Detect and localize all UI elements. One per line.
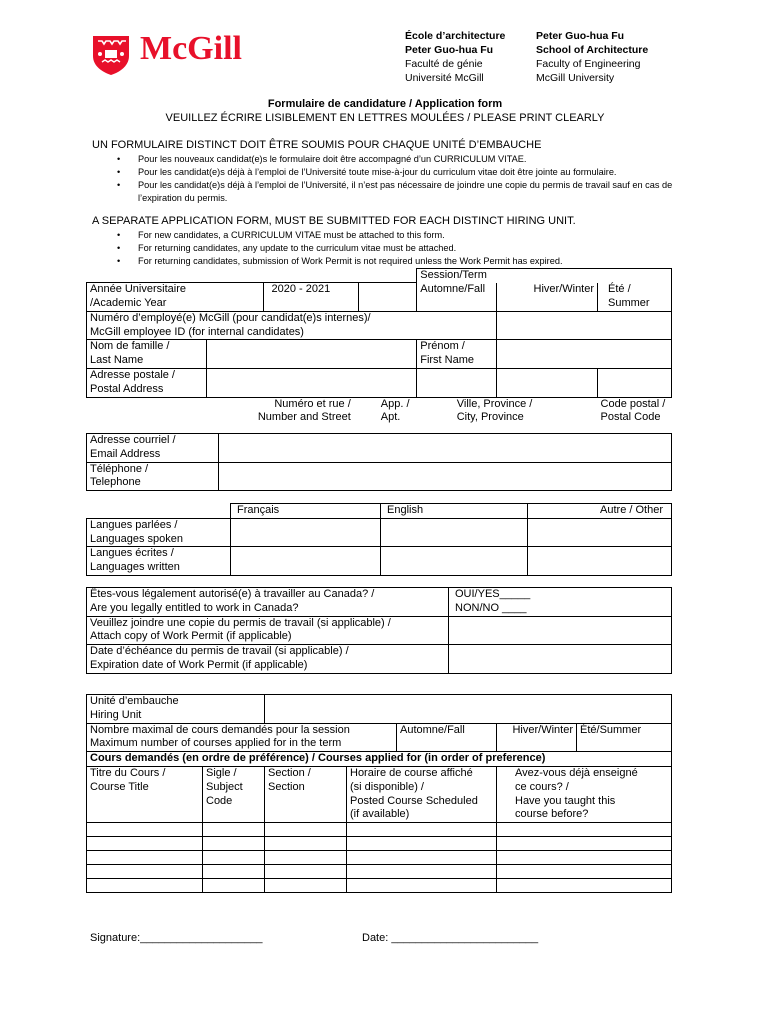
table-row bbox=[87, 879, 672, 893]
employee-id-en: McGill employee ID (for internal candidates) bbox=[90, 325, 304, 338]
list-item: • Pour les candidat(e)s déjà à l’emploi de l’Université toute mise-à-jour du curriculum vitae doit être jointe au formulaire. bbox=[92, 166, 692, 179]
header-address-french bbox=[405, 29, 505, 85]
languages-spoken-en: Languages spoken bbox=[90, 532, 183, 545]
course-title-input[interactable] bbox=[87, 865, 203, 879]
course-title-input[interactable] bbox=[87, 879, 203, 893]
last-name-input[interactable] bbox=[206, 340, 417, 369]
subject-input[interactable] bbox=[203, 879, 265, 893]
phone-fr: Téléphone / bbox=[90, 462, 149, 475]
employee-id-input[interactable] bbox=[497, 311, 672, 340]
subject-code-header bbox=[203, 766, 265, 822]
hiring-unit-fr: Unité d’embauche bbox=[90, 695, 179, 707]
last-name-fr: Nom de famille / bbox=[90, 340, 170, 353]
course-title-input[interactable] bbox=[87, 851, 203, 865]
academic-year-en: /Academic Year bbox=[90, 297, 167, 310]
academic-year-label bbox=[87, 283, 264, 312]
spacer-cell bbox=[359, 283, 417, 312]
schedule-input[interactable] bbox=[347, 879, 497, 893]
city-caption-en: City, Province bbox=[456, 411, 524, 424]
header-line: Course Title bbox=[90, 780, 149, 793]
form-title bbox=[0, 97, 770, 125]
table-row bbox=[87, 851, 672, 865]
header-line: Have you taught this bbox=[515, 794, 616, 807]
table-row bbox=[87, 837, 672, 851]
mcgill-wordmark: McGill bbox=[140, 30, 242, 67]
phone-label bbox=[87, 462, 219, 491]
subject-input[interactable] bbox=[203, 865, 265, 879]
taught-input[interactable] bbox=[497, 865, 672, 879]
mcgill-crest-logo bbox=[90, 34, 132, 76]
table-row bbox=[87, 823, 672, 837]
subject-input[interactable] bbox=[203, 837, 265, 851]
summer-checkbox-cell[interactable]: Été / Summer bbox=[598, 283, 672, 312]
header-line: Posted Course Scheduled bbox=[350, 794, 478, 807]
email-input[interactable] bbox=[219, 434, 672, 463]
header-line: course before? bbox=[515, 808, 589, 821]
header-line: Peter Guo-hua Fu bbox=[536, 30, 625, 42]
languages-written-fr: Langues écrites / bbox=[90, 547, 174, 560]
course-title-input[interactable] bbox=[87, 823, 203, 837]
permit-expiry-en: Expiration date of Work Permit (if applicable) bbox=[90, 658, 308, 671]
spoken-english-input[interactable] bbox=[381, 518, 528, 547]
written-other-input[interactable] bbox=[528, 547, 672, 576]
header-line: (if available) bbox=[350, 808, 410, 821]
taught-input[interactable] bbox=[497, 823, 672, 837]
legal-entitlement-label bbox=[87, 588, 449, 617]
schedule-input[interactable] bbox=[347, 837, 497, 851]
legal-entitlement-fr: Êtes-vous légalement autorisé(e) à travailler au Canada? / bbox=[90, 588, 375, 600]
notes-fr-heading: UN FORMULAIRE DISTINCT DOIT ÊTRE SOUMIS POUR CHAQUE UNITÉ D’EMBAUCHE bbox=[92, 139, 542, 151]
academic-year-fr: Année Universitaire bbox=[90, 283, 186, 296]
spoken-other-input[interactable] bbox=[528, 518, 672, 547]
section-header bbox=[265, 766, 347, 822]
course-title-header bbox=[87, 766, 203, 822]
yes-option[interactable]: OUI/YES_____ bbox=[455, 588, 531, 600]
fall-checkbox-cell[interactable]: Automne/Fall bbox=[417, 283, 497, 312]
permit-copy-input[interactable] bbox=[449, 616, 672, 645]
schedule-input[interactable] bbox=[347, 851, 497, 865]
header-line: Section / bbox=[268, 766, 311, 779]
subject-input[interactable] bbox=[203, 851, 265, 865]
postal-caption bbox=[598, 397, 672, 427]
postal-caption-en: Postal Code bbox=[600, 411, 661, 424]
first-name-label bbox=[417, 340, 497, 369]
apt-caption-en: Apt. bbox=[380, 411, 401, 424]
first-name-en: First Name bbox=[420, 354, 475, 367]
last-name-en: Last Name bbox=[90, 354, 144, 367]
courses-requested-heading: Cours demandés (en ordre de préférence) / Courses applied for (in order of preference) bbox=[87, 752, 672, 767]
written-french-input[interactable] bbox=[231, 547, 381, 576]
spacer-cell bbox=[87, 397, 207, 427]
permit-expiry-label bbox=[87, 645, 449, 674]
section-input[interactable] bbox=[265, 823, 347, 837]
phone-input[interactable] bbox=[219, 462, 672, 491]
legal-entitlement-en: Are you legally entitled to work in Canada? bbox=[90, 601, 299, 614]
taught-input[interactable] bbox=[497, 879, 672, 893]
max-courses-summer[interactable]: Été/Summer bbox=[577, 723, 672, 752]
candidate-info-table bbox=[86, 268, 672, 427]
header-line: Avez-vous déjà enseigné bbox=[515, 766, 638, 779]
apt-caption-fr: App. / bbox=[380, 397, 410, 410]
header-line: Faculté de génie bbox=[405, 58, 483, 70]
list-item: • Pour les nouveaux candidat(e)s le formulaire doit être accompagné d’un CURRICULUM VITAE. bbox=[92, 153, 692, 166]
form-title-sub: VEUILLEZ ÉCRIRE LISIBLEMENT EN LETTRES MOULÉES / PLEASE PRINT CLEARLY bbox=[165, 112, 605, 124]
list-item: • Pour les candidat(e)s déjà à l’emploi de l’Université, il n’est pas nécessaire de joindre une copie du permis de travail sauf en cas de l’expiration du permis. bbox=[92, 179, 692, 205]
header-line: Horaire de course affiché bbox=[350, 766, 473, 779]
section-input[interactable] bbox=[265, 851, 347, 865]
street-caption-fr: Numéro et rue / bbox=[274, 397, 351, 410]
notes-en-heading: A SEPARATE APPLICATION FORM, MUST BE SUBMITTED FOR EACH DISTINCT HIRING UNIT. bbox=[92, 215, 576, 227]
work-permit-table bbox=[86, 587, 672, 674]
no-option[interactable]: NON/NO ____ bbox=[455, 601, 527, 614]
written-english-input[interactable] bbox=[381, 547, 528, 576]
header-line: Titre du Cours / bbox=[90, 766, 166, 779]
permit-expiry-fr: Date d’échéance du permis de travail (si applicable) / bbox=[90, 645, 349, 658]
english-column-header: English bbox=[381, 504, 528, 519]
taught-input[interactable] bbox=[497, 851, 672, 865]
spoken-french-input[interactable] bbox=[231, 518, 381, 547]
postal-address-en: Postal Address bbox=[90, 382, 164, 395]
header-line: Code bbox=[206, 794, 233, 807]
session-term-label: Session/Term bbox=[417, 269, 672, 283]
hiring-unit-input[interactable] bbox=[265, 695, 672, 724]
max-courses-en: Maximum number of courses applied for in the term bbox=[90, 737, 342, 750]
courses-table bbox=[86, 694, 672, 893]
taught-input[interactable] bbox=[497, 837, 672, 851]
schedule-input[interactable] bbox=[347, 823, 497, 837]
course-title-input[interactable] bbox=[87, 837, 203, 851]
apt-input[interactable] bbox=[417, 369, 497, 398]
header-line: Sigle / bbox=[206, 766, 237, 779]
languages-table bbox=[86, 503, 672, 576]
employee-id-label bbox=[87, 311, 497, 340]
permit-expiry-input[interactable] bbox=[449, 645, 672, 674]
table-row bbox=[87, 865, 672, 879]
languages-spoken-label bbox=[87, 518, 231, 547]
header-line: Université McGill bbox=[405, 72, 484, 84]
max-courses-fall[interactable]: Automne/Fall bbox=[397, 723, 497, 752]
city-input[interactable] bbox=[497, 369, 598, 398]
employee-id-fr: Numéro d’employé(e) McGill (pour candidat(e)s internes)/ bbox=[90, 311, 371, 324]
schedule-input[interactable] bbox=[347, 865, 497, 879]
date-field[interactable]: Date: ________________________ bbox=[362, 932, 539, 944]
header-line: ce cours? / bbox=[515, 780, 569, 793]
first-name-fr: Prénom / bbox=[420, 340, 465, 353]
winter-checkbox-cell[interactable]: Hiver/Winter bbox=[497, 283, 598, 312]
permit-copy-en: Attach copy of Work Permit (if applicable) bbox=[90, 630, 292, 643]
phone-en: Telephone bbox=[90, 476, 141, 489]
postal-code-input[interactable] bbox=[598, 369, 672, 398]
postal-address-fr: Adresse postale / bbox=[90, 369, 175, 382]
languages-spoken-fr: Langues parlées / bbox=[90, 518, 178, 531]
french-column-header: Français bbox=[231, 504, 381, 519]
subject-input[interactable] bbox=[203, 823, 265, 837]
academic-year-value[interactable]: 2020 - 2021 bbox=[263, 283, 359, 312]
max-courses-winter[interactable]: Hiver/Winter bbox=[497, 723, 577, 752]
permit-copy-label bbox=[87, 616, 449, 645]
notes-fr-list bbox=[92, 153, 692, 205]
form-title-main: Formulaire de candidature / Application form bbox=[267, 98, 503, 110]
street-caption bbox=[206, 397, 359, 427]
street-caption-en: Number and Street bbox=[257, 411, 351, 424]
max-courses-label bbox=[87, 723, 397, 752]
spacer-cell bbox=[87, 269, 417, 283]
list-item: • For returning candidates, submission of Work Permit is not required unless the Work Permit has expired. bbox=[92, 255, 692, 268]
apt-caption bbox=[359, 397, 417, 427]
section-input[interactable] bbox=[265, 865, 347, 879]
signature-field[interactable]: Signature:____________________ bbox=[90, 932, 263, 944]
notes-en-list bbox=[92, 229, 692, 268]
email-fr: Adresse courriel / bbox=[90, 434, 176, 446]
header-line: School of Architecture bbox=[536, 44, 649, 56]
spacer-cell bbox=[87, 504, 231, 519]
hiring-unit-en: Hiring Unit bbox=[90, 708, 142, 721]
email-label bbox=[87, 434, 219, 463]
taught-before-header bbox=[497, 766, 672, 822]
max-courses-fr: Nombre maximal de cours demandés pour la session bbox=[90, 723, 350, 736]
languages-written-label bbox=[87, 547, 231, 576]
list-item: • For returning candidates, any update to the curriculum vitae must be attached. bbox=[92, 242, 692, 255]
legal-entitlement-answer[interactable] bbox=[449, 588, 672, 617]
contact-table bbox=[86, 433, 672, 491]
header-line: Faculty of Engineering bbox=[536, 58, 641, 70]
header-line: Section bbox=[268, 780, 305, 793]
hiring-unit-label bbox=[87, 695, 265, 724]
header-line: École d’architecture bbox=[405, 30, 506, 42]
postal-address-label bbox=[87, 369, 207, 398]
email-en: Email Address bbox=[90, 447, 161, 460]
street-input[interactable] bbox=[206, 369, 417, 398]
header-address-english bbox=[536, 29, 648, 85]
postal-caption-fr: Code postal / bbox=[600, 397, 666, 410]
permit-copy-fr: Veuillez joindre une copie du permis de travail (si applicable) / bbox=[90, 616, 391, 629]
header-line: Subject bbox=[206, 780, 243, 793]
header-line: Peter Guo-hua Fu bbox=[405, 44, 494, 56]
list-item: • For new candidates, a CURRICULUM VITAE must be attached to this form. bbox=[92, 229, 692, 242]
city-caption bbox=[417, 397, 598, 427]
section-input[interactable] bbox=[265, 837, 347, 851]
other-column-header: Autre / Other bbox=[528, 504, 672, 519]
section-input[interactable] bbox=[265, 879, 347, 893]
last-name-label bbox=[87, 340, 207, 369]
city-caption-fr: Ville, Province / bbox=[456, 397, 533, 410]
first-name-input[interactable] bbox=[497, 340, 672, 369]
languages-written-en: Languages written bbox=[90, 561, 180, 574]
header-line: McGill University bbox=[536, 72, 615, 84]
header-line: (si disponible) / bbox=[350, 780, 424, 793]
schedule-header bbox=[347, 766, 497, 822]
